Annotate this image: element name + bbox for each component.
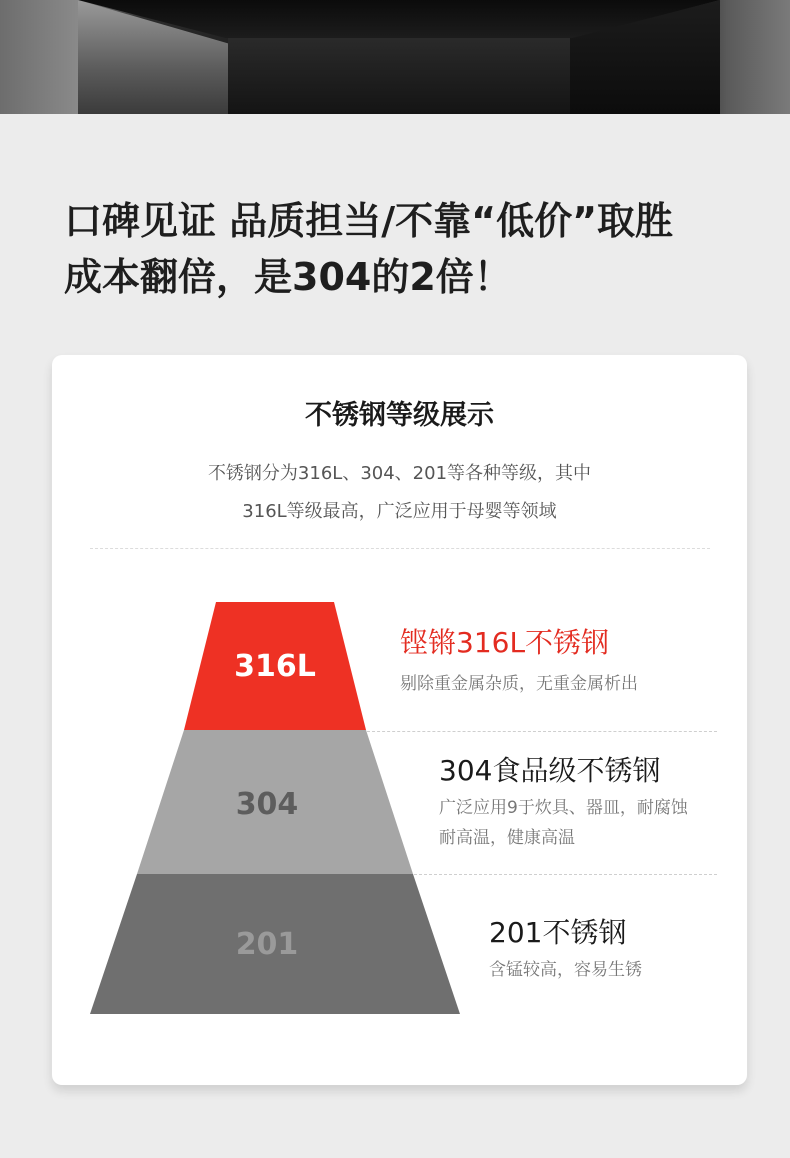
tier-divider-2	[414, 874, 717, 875]
tier-desc-304-line-1: 广泛应用9于炊具、器皿，耐腐蚀	[439, 798, 688, 818]
pyramid-label-316l: 316L	[234, 649, 316, 684]
tier-desc-304-line-2: 耐高温，健康高温	[439, 828, 575, 848]
card-description-line-2: 316L等级最高，广泛应用于母婴等领域	[242, 501, 557, 522]
divider	[90, 548, 710, 549]
card-title: 不锈钢等级展示	[305, 400, 494, 431]
headline-line-2: 成本翻倍，是304的2倍！	[64, 255, 512, 299]
tier-divider-1	[367, 731, 717, 732]
pyramid-label-201: 201	[235, 927, 299, 962]
pyramid-label-304: 304	[235, 787, 299, 822]
hero-product-photo	[0, 0, 790, 114]
card-description-line-1: 不锈钢分为316L、304、201等各种等级，其中	[207, 463, 592, 484]
tier-desc-316l: 剔除重金属杂质，无重金属析出	[400, 674, 638, 694]
tier-desc-201: 含锰较高，容易生锈	[489, 960, 642, 980]
tier-title-304: 304食品级不锈钢	[439, 754, 661, 787]
headline	[64, 193, 764, 305]
tier-title-316l: 铿锵316L不锈钢	[400, 626, 610, 659]
steel-grade-card	[52, 355, 747, 1085]
headline-line-1: 口碑见证 品质担当/不靠“低价”取胜	[64, 199, 674, 243]
tier-title-201: 201不锈钢	[489, 916, 627, 949]
